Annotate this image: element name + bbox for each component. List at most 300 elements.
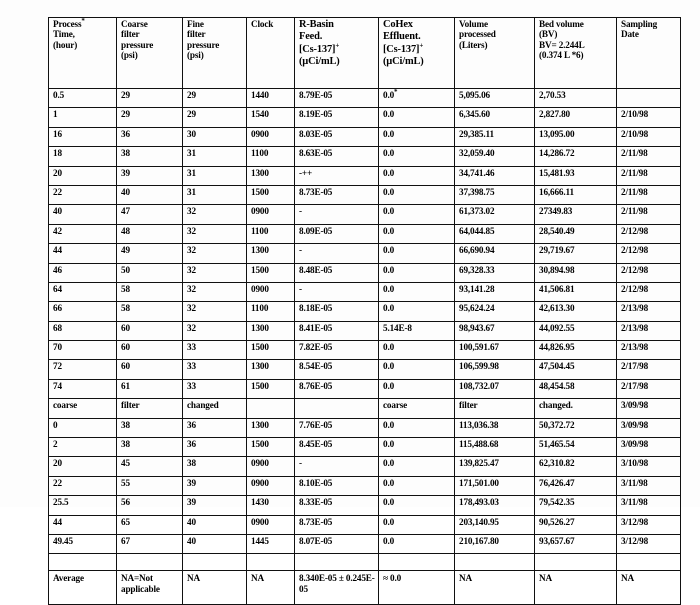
cell-coarse: 67 xyxy=(117,534,183,553)
cell-date: 3/09/98 xyxy=(617,418,681,437)
cell-feed: 8.19E-05 xyxy=(295,108,379,127)
cell-date: 2/12/98 xyxy=(617,244,681,263)
cell-cohex: coarse xyxy=(379,399,455,418)
table-row xyxy=(49,321,681,340)
cell-date: 2/13/98 xyxy=(617,321,681,340)
cell-time: 20 xyxy=(49,457,117,476)
cell-fine: 39 xyxy=(183,476,247,495)
cell-bed: 2,70.53 xyxy=(535,89,617,108)
column-header-line: BV= 2.244L xyxy=(539,39,585,50)
column-header-line: (BV) xyxy=(539,29,558,40)
cell-bed: 16,666.11 xyxy=(535,185,617,204)
cell-bed: 27349.83 xyxy=(535,205,617,224)
cell-bed: NA xyxy=(535,570,617,605)
column-header-line: filter xyxy=(187,29,206,40)
table-row xyxy=(49,360,681,379)
cell-feed: 7.76E-05 xyxy=(295,418,379,437)
cell-clock: 1445 xyxy=(247,534,295,553)
cell-feed: 8.10E-05 xyxy=(295,476,379,495)
cell-bed: 13,095.00 xyxy=(535,127,617,146)
cell-fine: 32 xyxy=(183,263,247,282)
column-header-volume xyxy=(455,18,535,89)
cell-cohex: 0.0 xyxy=(379,108,455,127)
cell-volume: 115,488.68 xyxy=(455,438,535,457)
cell-time: 74 xyxy=(49,379,117,398)
cell-coarse: 29 xyxy=(117,108,183,127)
cell-cohex: 0.0 xyxy=(379,496,455,515)
cell-bed: 47,504.45 xyxy=(535,360,617,379)
cell-clock: NA xyxy=(247,570,295,605)
cell-time: 16 xyxy=(49,127,117,146)
cell-volume: 139,825.47 xyxy=(455,457,535,476)
cell-coarse: 58 xyxy=(117,282,183,301)
column-header-bed xyxy=(535,18,617,89)
cell-coarse: 56 xyxy=(117,496,183,515)
cell-clock: 1300 xyxy=(247,321,295,340)
cell-volume: 171,501.00 xyxy=(455,476,535,495)
cell-time: 46 xyxy=(49,263,117,282)
cell-clock: 0900 xyxy=(247,476,295,495)
cell-coarse: 65 xyxy=(117,515,183,534)
cell-coarse: 38 xyxy=(117,418,183,437)
cell-coarse: 58 xyxy=(117,302,183,321)
column-header-line: [Cs-137]+ xyxy=(299,41,340,55)
cell-cohex: 0.0 xyxy=(379,534,455,553)
cell-clock: 1300 xyxy=(247,244,295,263)
cell-cohex: 0.0 xyxy=(379,127,455,146)
cell-feed: 8.07E-05 xyxy=(295,534,379,553)
column-header-line: [Cs-137]+ xyxy=(383,41,424,55)
cell-bed: 62,310.82 xyxy=(535,457,617,476)
cell-clock: 1440 xyxy=(247,89,295,108)
cell-fine: 31 xyxy=(183,147,247,166)
cell-date: 2/13/98 xyxy=(617,302,681,321)
table-row xyxy=(49,476,681,495)
column-header-line: pressure xyxy=(187,39,220,50)
cell-coarse: 60 xyxy=(117,341,183,360)
cell-volume: 69,328.33 xyxy=(455,263,535,282)
cell-time: 44 xyxy=(49,244,117,263)
cell-cohex: 0.0 xyxy=(379,302,455,321)
cell-cohex: 0.0 xyxy=(379,379,455,398)
cell-fine: 33 xyxy=(183,341,247,360)
cell-fine: 32 xyxy=(183,302,247,321)
column-header-line: (Liters) xyxy=(459,39,488,50)
cell-clock: 1500 xyxy=(247,341,295,360)
cell-date: 2/12/98 xyxy=(617,263,681,282)
column-header-line: CoHex xyxy=(383,19,413,30)
column-header-line: Bed volume xyxy=(539,19,584,29)
cell-fine: 31 xyxy=(183,166,247,185)
cell-feed: 8.48E-05 xyxy=(295,263,379,282)
cell-date: 2/12/98 xyxy=(617,224,681,243)
cell-volume: 34,741.46 xyxy=(455,166,535,185)
cell-bed: 14,286.72 xyxy=(535,147,617,166)
column-header-date xyxy=(617,18,681,89)
cell-feed: 8.09E-05 xyxy=(295,224,379,243)
cell-cohex: 5.14E-8 xyxy=(379,321,455,340)
column-header-line: Volume xyxy=(459,19,488,29)
cell-date: 3/12/98 xyxy=(617,515,681,534)
column-header-line: (psi) xyxy=(121,49,138,60)
table-row xyxy=(49,89,681,108)
table-row xyxy=(49,282,681,301)
cell-feed: - xyxy=(295,282,379,301)
cell-volume: 178,493.03 xyxy=(455,496,535,515)
cell-time xyxy=(49,554,117,570)
table-header-row xyxy=(49,18,681,89)
table-row xyxy=(49,438,681,457)
cell-feed: 8.54E-05 xyxy=(295,360,379,379)
cell-date xyxy=(617,89,681,108)
cell-clock: 0900 xyxy=(247,515,295,534)
cell-time: 22 xyxy=(49,476,117,495)
column-header-line: (hour) xyxy=(53,39,78,50)
cell-cohex: 0.0 xyxy=(379,282,455,301)
cell-bed: 79,542.35 xyxy=(535,496,617,515)
filter-change-row xyxy=(49,399,681,418)
table-row xyxy=(49,263,681,282)
cell-date: 2/11/98 xyxy=(617,185,681,204)
cell-clock xyxy=(247,554,295,570)
cell-clock: 1540 xyxy=(247,108,295,127)
table-row xyxy=(49,534,681,553)
cell-coarse: NA=Not applicable xyxy=(117,570,183,605)
cell-volume xyxy=(455,554,535,570)
cell-time: 70 xyxy=(49,341,117,360)
cell-bed: 48,454.58 xyxy=(535,379,617,398)
cell-feed: 8.45E-05 xyxy=(295,438,379,457)
cell-clock: 1300 xyxy=(247,166,295,185)
cell-feed: 8.79E-05 xyxy=(295,89,379,108)
cell-clock: 1500 xyxy=(247,438,295,457)
column-header-line: pressure xyxy=(121,39,154,50)
cell-date: 3/11/98 xyxy=(617,496,681,515)
cell-feed: -++ xyxy=(295,166,379,185)
cell-time: 66 xyxy=(49,302,117,321)
cell-date: 3/12/98 xyxy=(617,534,681,553)
cell-time: 20 xyxy=(49,166,117,185)
column-header-coarse xyxy=(117,18,183,89)
cell-feed: 8.76E-05 xyxy=(295,379,379,398)
cell-bed: 50,372.72 xyxy=(535,418,617,437)
cell-coarse: 61 xyxy=(117,379,183,398)
cell-clock xyxy=(247,399,295,418)
table-row xyxy=(49,244,681,263)
column-header-line: (0.374 L *6) xyxy=(539,49,584,60)
cell-coarse: 38 xyxy=(117,147,183,166)
cell-clock: 1430 xyxy=(247,496,295,515)
column-header-line: Coarse xyxy=(121,19,148,29)
cell-time: 42 xyxy=(49,224,117,243)
column-header-line: Clock xyxy=(251,19,274,29)
cell-clock: 1300 xyxy=(247,418,295,437)
cell-clock: 0900 xyxy=(247,457,295,476)
cell-bed: 29,719.67 xyxy=(535,244,617,263)
cell-bed: 15,481.93 xyxy=(535,166,617,185)
cell-cohex: 0.0 xyxy=(379,205,455,224)
cell-bed: changed. xyxy=(535,399,617,418)
cell-date: 2/17/98 xyxy=(617,379,681,398)
cell-date: 3/09/98 xyxy=(617,438,681,457)
table-header xyxy=(49,18,681,89)
table-row xyxy=(49,205,681,224)
cell-bed: 44,092.55 xyxy=(535,321,617,340)
column-header-line: Process* xyxy=(53,17,85,29)
cell-date: 2/12/98 xyxy=(617,282,681,301)
cell-feed: - xyxy=(295,457,379,476)
cell-coarse: 55 xyxy=(117,476,183,495)
table-row xyxy=(49,515,681,534)
cell-time: 25.5 xyxy=(49,496,117,515)
cell-bed: 41,506.81 xyxy=(535,282,617,301)
cell-coarse: 60 xyxy=(117,321,183,340)
cell-coarse: 60 xyxy=(117,360,183,379)
cell-clock: 1300 xyxy=(247,360,295,379)
cell-cohex: ≈ 0.0 xyxy=(379,570,455,605)
cell-coarse: 47 xyxy=(117,205,183,224)
cell-clock: 1500 xyxy=(247,379,295,398)
cell-fine: 39 xyxy=(183,496,247,515)
cell-coarse: 29 xyxy=(117,89,183,108)
column-header-line: Effluent. xyxy=(383,31,421,43)
table-container xyxy=(48,17,680,605)
cell-time: 44 xyxy=(49,515,117,534)
table-row xyxy=(49,108,681,127)
cell-clock: 0900 xyxy=(247,127,295,146)
cell-volume: filter xyxy=(455,399,535,418)
cell-date: 3/10/98 xyxy=(617,457,681,476)
table-row xyxy=(49,341,681,360)
cell-coarse: 39 xyxy=(117,166,183,185)
cell-bed: 76,426.47 xyxy=(535,476,617,495)
cell-fine: 32 xyxy=(183,321,247,340)
cell-time: 0.5 xyxy=(49,89,117,108)
cell-clock: 0900 xyxy=(247,205,295,224)
cell-bed: 28,540.49 xyxy=(535,224,617,243)
table-row xyxy=(49,166,681,185)
cell-time: 1 xyxy=(49,108,117,127)
cell-fine: 40 xyxy=(183,515,247,534)
cell-feed: - xyxy=(295,205,379,224)
cell-fine: 38 xyxy=(183,457,247,476)
cell-volume: 95,624.24 xyxy=(455,302,535,321)
cell-cohex: 0.0 xyxy=(379,166,455,185)
cell-bed: 30,894.98 xyxy=(535,263,617,282)
cell-volume: 100,591.67 xyxy=(455,341,535,360)
table-row xyxy=(49,185,681,204)
cell-time: coarse xyxy=(49,399,117,418)
cell-time: 40 xyxy=(49,205,117,224)
cell-volume: 210,167.80 xyxy=(455,534,535,553)
cell-bed xyxy=(535,554,617,570)
cell-coarse: filter xyxy=(117,399,183,418)
cell-bed: 90,526.27 xyxy=(535,515,617,534)
cell-volume: 61,373.02 xyxy=(455,205,535,224)
cell-fine: 29 xyxy=(183,108,247,127)
cell-feed: 8.41E-05 xyxy=(295,321,379,340)
cell-coarse: 45 xyxy=(117,457,183,476)
cell-cohex: 0.0 xyxy=(379,438,455,457)
table-body xyxy=(49,89,681,605)
cell-cohex: 0.0* xyxy=(379,89,455,108)
cell-cohex: 0.0 xyxy=(379,185,455,204)
cell-coarse: 40 xyxy=(117,185,183,204)
cell-clock: 1500 xyxy=(247,263,295,282)
cell-cohex: 0.0 xyxy=(379,244,455,263)
cell-fine: 36 xyxy=(183,438,247,457)
cell-time: 2 xyxy=(49,438,117,457)
cell-feed: - xyxy=(295,244,379,263)
cell-date: 2/11/98 xyxy=(617,147,681,166)
cell-feed: 8.73E-05 xyxy=(295,185,379,204)
cell-coarse: 50 xyxy=(117,263,183,282)
cell-volume: 93,141.28 xyxy=(455,282,535,301)
cell-cohex: 0.0 xyxy=(379,457,455,476)
cell-volume: 5,095.06 xyxy=(455,89,535,108)
cell-clock: 1500 xyxy=(247,185,295,204)
cell-volume: 37,398.75 xyxy=(455,185,535,204)
column-header-line: (µCi/mL) xyxy=(299,56,340,68)
column-header-line: (psi) xyxy=(187,49,204,60)
cell-time: 18 xyxy=(49,147,117,166)
cell-feed xyxy=(295,554,379,570)
column-header-line: filter xyxy=(121,29,140,40)
table-row xyxy=(49,302,681,321)
cell-time: Average xyxy=(49,570,117,605)
cell-feed: 8.03E-05 xyxy=(295,127,379,146)
cell-cohex: 0.0 xyxy=(379,418,455,437)
cell-fine: 32 xyxy=(183,205,247,224)
cell-cohex: 0.0 xyxy=(379,263,455,282)
cell-fine: 29 xyxy=(183,89,247,108)
cell-fine: 33 xyxy=(183,379,247,398)
cell-bed: 93,657.67 xyxy=(535,534,617,553)
cell-cohex: 0.0 xyxy=(379,224,455,243)
cell-volume: NA xyxy=(455,570,535,605)
cell-volume: 32,059.40 xyxy=(455,147,535,166)
cell-time: 68 xyxy=(49,321,117,340)
cell-feed: 8.340E-05 ± 0.245E-05 xyxy=(295,570,379,605)
cell-feed: 8.18E-05 xyxy=(295,302,379,321)
cell-fine: 32 xyxy=(183,282,247,301)
cell-coarse xyxy=(117,554,183,570)
cell-fine: 33 xyxy=(183,360,247,379)
column-header-line: R-Basin xyxy=(299,19,334,30)
cell-time: 22 xyxy=(49,185,117,204)
cell-volume: 113,036.38 xyxy=(455,418,535,437)
table-row xyxy=(49,147,681,166)
cell-bed: 2,827.80 xyxy=(535,108,617,127)
cell-cohex xyxy=(379,554,455,570)
cell-time: 72 xyxy=(49,360,117,379)
cell-fine: 32 xyxy=(183,244,247,263)
cell-fine: 40 xyxy=(183,534,247,553)
cell-feed xyxy=(295,399,379,418)
column-header-fine xyxy=(183,18,247,89)
cell-volume: 98,943.67 xyxy=(455,321,535,340)
table-row xyxy=(49,457,681,476)
cell-fine: 36 xyxy=(183,418,247,437)
cell-clock: 0900 xyxy=(247,282,295,301)
column-header-line: Time, xyxy=(53,29,75,40)
cell-clock: 1100 xyxy=(247,302,295,321)
cell-feed: 8.73E-05 xyxy=(295,515,379,534)
cell-coarse: 48 xyxy=(117,224,183,243)
column-header-time xyxy=(49,18,117,89)
table-row xyxy=(49,418,681,437)
cell-volume: 64,044.85 xyxy=(455,224,535,243)
cell-cohex: 0.0 xyxy=(379,341,455,360)
cell-fine: 31 xyxy=(183,185,247,204)
cell-fine: NA xyxy=(183,570,247,605)
cell-cohex: 0.0 xyxy=(379,515,455,534)
cell-date: 2/13/98 xyxy=(617,341,681,360)
cell-date: 2/11/98 xyxy=(617,205,681,224)
cell-volume: 6,345.60 xyxy=(455,108,535,127)
table-row xyxy=(49,224,681,243)
cell-bed: 51,465.54 xyxy=(535,438,617,457)
cell-date: 2/10/98 xyxy=(617,127,681,146)
cell-date xyxy=(617,554,681,570)
cell-fine: changed xyxy=(183,399,247,418)
column-header-cohex xyxy=(379,18,455,89)
cell-date: 3/11/98 xyxy=(617,476,681,495)
cell-clock: 1100 xyxy=(247,224,295,243)
cell-date: 2/11/98 xyxy=(617,166,681,185)
spacer-row xyxy=(49,554,681,570)
cell-time: 64 xyxy=(49,282,117,301)
cell-feed: 8.63E-05 xyxy=(295,147,379,166)
cell-coarse: 49 xyxy=(117,244,183,263)
cell-time: 49.45 xyxy=(49,534,117,553)
column-header-line: processed xyxy=(459,29,496,40)
table-row xyxy=(49,379,681,398)
cell-coarse: 36 xyxy=(117,127,183,146)
cell-date: 3/09/98 xyxy=(617,399,681,418)
cell-date: 2/10/98 xyxy=(617,108,681,127)
cell-volume: 203,140.95 xyxy=(455,515,535,534)
table-row xyxy=(49,127,681,146)
cell-fine: 30 xyxy=(183,127,247,146)
column-header-line: Date xyxy=(621,29,639,40)
table-row xyxy=(49,496,681,515)
column-header-feed xyxy=(295,18,379,89)
cell-volume: 29,385.11 xyxy=(455,127,535,146)
cell-date: NA xyxy=(617,570,681,605)
cell-clock: 1100 xyxy=(247,147,295,166)
cell-fine xyxy=(183,554,247,570)
cell-cohex: 0.0 xyxy=(379,476,455,495)
column-header-line: (µCi/mL) xyxy=(383,56,424,68)
cell-date: 2/17/98 xyxy=(617,360,681,379)
cell-time: 0 xyxy=(49,418,117,437)
process-data-table xyxy=(48,17,681,605)
average-row xyxy=(49,570,681,605)
column-header-line: Fine xyxy=(187,19,204,29)
cell-fine: 32 xyxy=(183,224,247,243)
column-header-clock xyxy=(247,18,295,89)
cell-volume: 66,690.94 xyxy=(455,244,535,263)
cell-bed: 44,826.95 xyxy=(535,341,617,360)
cell-feed: 8.33E-05 xyxy=(295,496,379,515)
cell-coarse: 38 xyxy=(117,438,183,457)
cell-feed: 7.82E-05 xyxy=(295,341,379,360)
cell-cohex: 0.0 xyxy=(379,147,455,166)
cell-cohex: 0.0 xyxy=(379,360,455,379)
cell-volume: 108,732.07 xyxy=(455,379,535,398)
cell-bed: 42,613.30 xyxy=(535,302,617,321)
